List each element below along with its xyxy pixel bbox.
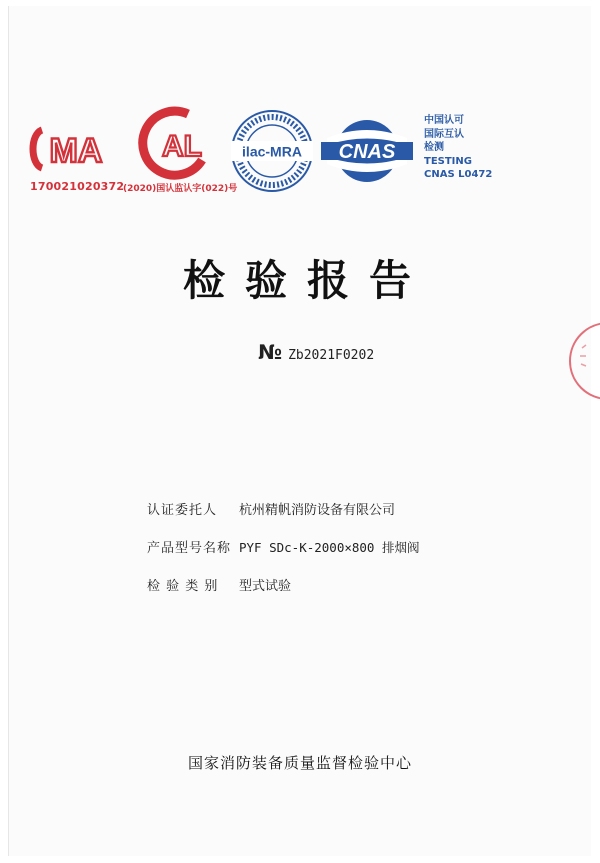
numero-symbol: № (258, 340, 283, 364)
cnas-line: TESTING (424, 155, 472, 167)
report-number-value: Zb2021F0202 (288, 348, 375, 363)
cma-logo-text: MA (49, 132, 103, 170)
field-test-type (147, 575, 420, 613)
cal-number: (2020)国认监认字(022)号 (123, 184, 238, 194)
cnas-line: 检测 (424, 142, 444, 153)
cma-logo (28, 124, 120, 174)
cnas-line: 国际互认 (424, 128, 464, 140)
issuing-organization: 国家消防装备质量监督检验中心 (187, 754, 412, 772)
report-number (258, 340, 374, 364)
cal-logo-text: AL (162, 130, 202, 163)
field-label: 检 验 类 别 (147, 579, 219, 594)
cnas-logo-text: CNAS (338, 141, 396, 163)
field-value: PYF SDc-K-2000×800 排烟阀 (239, 540, 420, 555)
field-client (147, 499, 420, 537)
cnas-line: CNAS L0472 (424, 169, 493, 180)
cnas-logo (319, 118, 415, 184)
field-product-model (147, 537, 420, 575)
field-label: 认证委托人 (147, 503, 218, 518)
field-value: 型式试验 (239, 579, 292, 594)
cal-logo (130, 104, 222, 180)
report-title: 检验报告 (182, 256, 431, 305)
cnas-accreditation-text (424, 114, 492, 182)
ilac-mra-logo-text: ilac-MRA (242, 143, 302, 160)
report-info-fields (147, 499, 420, 613)
field-label: 产品型号名称 (147, 541, 232, 556)
cnas-line: 中国认可 (424, 115, 464, 126)
cma-number: 170021020372 (30, 180, 125, 193)
red-seal-stamp (566, 318, 600, 408)
field-value: 杭州精帆消防设备有限公司 (239, 503, 396, 518)
ilac-mra-logo (229, 108, 315, 194)
